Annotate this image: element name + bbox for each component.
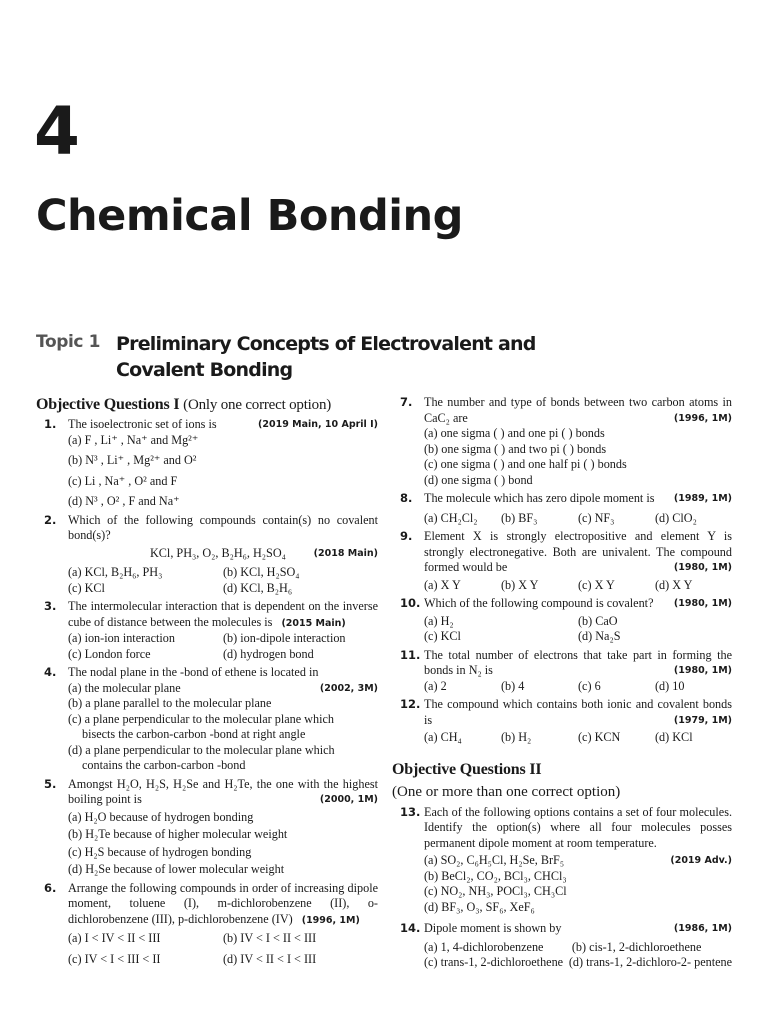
exam-tag: (2018 Main) bbox=[313, 547, 378, 559]
option-a: (a) X Y bbox=[424, 577, 461, 592]
option-c: (c) Li , Na⁺ , O² and F bbox=[68, 473, 178, 488]
option-d: (d) KCl, B₂H₆ bbox=[223, 580, 293, 595]
option-d: (d) IV < II < I < III bbox=[223, 951, 317, 966]
option-d: (d) H₂Se because of lower molecular weight bbox=[68, 862, 285, 876]
formula-line: KCl, PH₃, O₂, B₂H₆, H₂SO₄ bbox=[150, 545, 286, 560]
question-14 bbox=[392, 921, 732, 971]
question-number: 13. bbox=[400, 804, 421, 819]
option-d: (d) hydrogen bond bbox=[223, 646, 314, 661]
question-text: The number and type of bonds between two carbon atoms in CaC₂ are (1996, 1M) bbox=[424, 395, 732, 425]
exam-tag: (1980, 1M) bbox=[673, 598, 732, 609]
option-a: (a) ion-ion interaction bbox=[68, 631, 175, 645]
exam-tag: (1989, 1M) bbox=[673, 493, 732, 504]
chapter-title: Chemical Bonding bbox=[36, 191, 463, 241]
question-text: The molecule which has zero dipole moment is (1989, 1M) bbox=[424, 491, 732, 505]
right-column bbox=[392, 395, 732, 974]
question-number: 2. bbox=[44, 512, 57, 527]
option-d-continued: contains the carbon-carbon -bond bbox=[82, 758, 246, 772]
option-d: (d) KCl bbox=[655, 730, 693, 744]
question-12 bbox=[392, 697, 732, 746]
question-6 bbox=[36, 881, 378, 968]
option-b: (b) a plane parallel to the molecular plane bbox=[68, 696, 272, 710]
option-a: (a) CH₄ bbox=[424, 730, 462, 744]
option-b: (b) X Y bbox=[501, 577, 539, 592]
option-d: (d) N³ , O² , F and Na⁺ bbox=[68, 494, 180, 508]
question-text: Amongst H₂O, H₂S, H₂Se and H₂Te, the one with the highest boiling point is (2000, 1M) bbox=[68, 776, 378, 806]
question-8 bbox=[392, 491, 732, 526]
exam-tag: (2000, 1M) bbox=[319, 794, 378, 805]
question-1 bbox=[36, 417, 378, 510]
question-7 bbox=[392, 395, 732, 488]
option-a: (a) 1, 4-dichlorobenzene bbox=[424, 939, 544, 954]
option-a: (a) F , Li⁺ , Na⁺ and Mg²⁺ bbox=[68, 432, 199, 447]
exam-tag: (2015 Main) bbox=[281, 617, 346, 629]
option-c: (c) one sigma ( ) and one half pi ( ) bonds bbox=[424, 457, 627, 471]
question-number: 12. bbox=[400, 697, 421, 711]
option-d: (d) ClO₂ bbox=[655, 510, 697, 525]
option-c: (c) 6 bbox=[578, 678, 601, 693]
option-c: (c) X Y bbox=[578, 577, 615, 592]
option-b: (b) IV < I < II < III bbox=[223, 931, 317, 945]
option-c-continued: bisects the carbon-carbon -bond at right angle bbox=[82, 727, 306, 741]
option-c: (c) NF₃ bbox=[578, 510, 615, 525]
exam-tag: (1980, 1M) bbox=[673, 665, 732, 676]
question-5 bbox=[36, 777, 378, 878]
exam-tag: (1979, 1M) bbox=[673, 714, 732, 726]
option-b: (b) one sigma ( ) and two pi ( ) bonds bbox=[424, 441, 607, 456]
question-text: Which of the following compounds contain(s) no covalent bond(s)? bbox=[68, 512, 378, 542]
question-11 bbox=[392, 648, 732, 695]
question-3 bbox=[36, 599, 378, 662]
option-a: (a) 2 bbox=[424, 678, 447, 693]
option-a: (a) KCl, B₂H₆, PH₃ bbox=[68, 565, 163, 579]
option-b: (b) BeCl₂, CO₂, BCl₃, CHCl₃ bbox=[424, 868, 567, 883]
option-d: (d) Na₂S bbox=[578, 629, 621, 643]
question-text: The intermolecular interaction that is dependent on the inverse cube of distance between the molecules is (2015 Main) bbox=[68, 599, 378, 629]
question-text: The nodal plane in the -bond of ethene is located in bbox=[68, 665, 319, 679]
question-text: Each of the following options contains a set of four molecules. Identify the option(s) where all four molecules posses permanent dipole moment at room temperature. bbox=[424, 804, 732, 850]
option-b: (b) N³ , Li⁺ , Mg²⁺ and O² bbox=[68, 453, 197, 467]
left-column bbox=[36, 395, 378, 970]
option-d: (d) BF₃, O₃, SF₆, XeF₆ bbox=[424, 899, 535, 914]
question-text: The total number of electrons that take part in forming the bonds in N₂ is (1980, 1M) bbox=[424, 647, 732, 677]
option-a: (a) H₂ bbox=[424, 613, 454, 628]
option-d: (d) trans-1, 2-dichloro-2- pentene bbox=[568, 955, 732, 969]
option-c: (c) NO₂, NH₃, POCl₃, CH₃Cl bbox=[424, 884, 567, 898]
option-c: (c) trans-1, 2-dichloroethene bbox=[424, 955, 564, 969]
option-a: (a) CH₂Cl₂ bbox=[424, 510, 478, 525]
section-title: Objective Questions I bbox=[36, 396, 180, 413]
option-b: (b) BF₃ bbox=[501, 510, 538, 525]
exam-tag: (2002, 3M) bbox=[319, 682, 378, 694]
option-a: (a) SO₂, C₆H₅Cl, H₂Se, BrF₅ bbox=[424, 853, 565, 867]
exam-tag: (1996, 1M) bbox=[673, 412, 732, 424]
option-b: (b) 4 bbox=[501, 678, 525, 693]
topic-title: Preliminary Concepts of Electrovalent and Covalent Bonding bbox=[116, 333, 536, 381]
question-number: 14. bbox=[400, 921, 421, 935]
question-text: Dipole moment is shown by (1986, 1M) bbox=[424, 921, 732, 935]
option-c: (c) a plane perpendicular to the molecular plane which bbox=[68, 711, 334, 726]
option-c: (c) KCl bbox=[424, 629, 461, 643]
option-a: (a) one sigma ( ) and one pi ( ) bonds bbox=[424, 426, 605, 440]
section-note-objective-2: (One or more than one correct option) bbox=[392, 783, 621, 800]
exam-tag: (1980, 1M) bbox=[673, 562, 732, 573]
question-text: Which of the following compound is covalent? (1980, 1M) bbox=[424, 596, 732, 610]
question-text: The isoelectronic set of ions is bbox=[68, 417, 217, 431]
question-10 bbox=[392, 596, 732, 645]
option-d: (d) 10 bbox=[655, 678, 685, 693]
question-text: The compound which contains both ionic and covalent bonds is (1979, 1M) bbox=[424, 697, 732, 727]
option-d: (d) a plane perpendicular to the molecular plane which bbox=[68, 742, 335, 757]
option-c: (c) IV < I < III < II bbox=[68, 951, 161, 966]
question-number: 9. bbox=[400, 529, 413, 543]
question-number: 6. bbox=[44, 880, 57, 895]
option-a: (a) the molecular plane bbox=[68, 680, 181, 695]
question-number: 7. bbox=[400, 395, 413, 409]
option-a: (a) H₂O because of hydrogen bonding bbox=[68, 809, 254, 824]
option-c: (c) KCN bbox=[578, 730, 621, 744]
question-number: 1. bbox=[44, 417, 57, 431]
option-b: (b) H₂Te because of higher molecular weight bbox=[68, 827, 288, 841]
question-2 bbox=[36, 513, 378, 597]
option-a: (a) I < IV < II < III bbox=[68, 931, 161, 945]
question-9 bbox=[392, 529, 732, 593]
option-b: (b) CaO bbox=[578, 613, 618, 628]
option-b: (b) ion-dipole interaction bbox=[223, 631, 346, 645]
question-4 bbox=[36, 665, 378, 774]
question-13 bbox=[392, 805, 732, 916]
section-title-objective-2: Objective Questions II bbox=[392, 760, 542, 778]
question-number: 5. bbox=[44, 776, 57, 791]
option-b: (b) cis-1, 2-dichloroethene bbox=[571, 939, 702, 954]
exam-tag: (2019 Adv.) bbox=[670, 855, 732, 866]
option-c: (c) London force bbox=[68, 646, 151, 661]
question-text: Element X is strongly electropositive and element Y is strongly electronegative. Both are univalent. The compound formed would be (1980, 1M) bbox=[424, 529, 732, 574]
topic-label: Topic 1 bbox=[36, 332, 101, 352]
exam-tag: (1996, 1M) bbox=[301, 914, 360, 926]
option-d: (d) X Y bbox=[655, 577, 693, 592]
question-number: 4. bbox=[44, 665, 57, 679]
option-c: (c) H₂S because of hydrogen bonding bbox=[68, 844, 252, 859]
option-b: (b) KCl, H₂SO₄ bbox=[223, 565, 300, 579]
exam-tag: (2019 Main, 10 April I) bbox=[258, 419, 378, 430]
section-note: (Only one correct option) bbox=[183, 397, 332, 413]
section-heading-objective-1 bbox=[36, 395, 378, 415]
question-number: 8. bbox=[400, 491, 413, 505]
question-number: 3. bbox=[44, 599, 57, 613]
question-number: 10. bbox=[400, 596, 421, 610]
option-c: (c) KCl bbox=[68, 580, 105, 595]
chapter-number: 4 bbox=[34, 93, 80, 170]
option-b: (b) H₂ bbox=[501, 730, 532, 744]
question-text: Arrange the following compounds in order of increasing dipole moment, toluene (I), m-dichlorobenzene (II), o-dichlorobenzene (III), p-dichlorobenzene (IV) (1996, 1M) bbox=[68, 880, 378, 926]
exam-tag: (1986, 1M) bbox=[673, 923, 732, 934]
option-d: (d) one sigma ( ) bond bbox=[424, 472, 533, 487]
question-number: 11. bbox=[400, 647, 421, 662]
